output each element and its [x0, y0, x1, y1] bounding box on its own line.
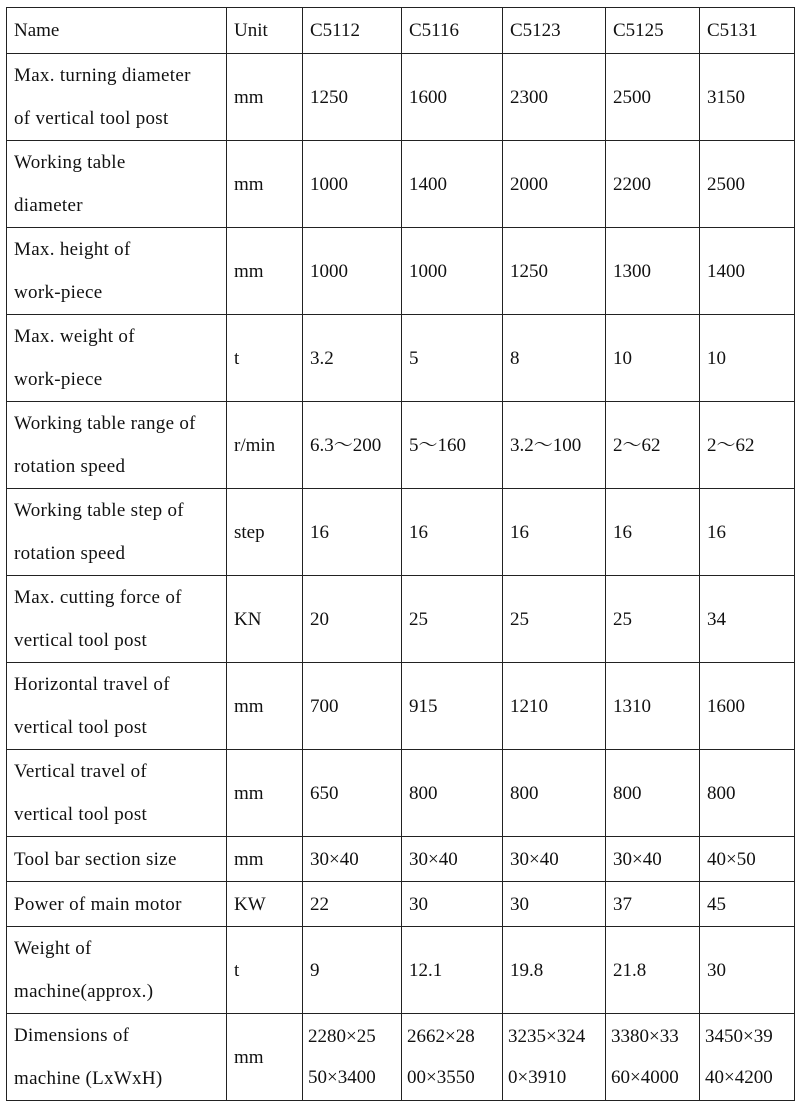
spec-name-line: Weight of — [14, 938, 92, 959]
spec-name-line: Tool bar section size — [14, 848, 177, 870]
header-unit: Unit — [227, 8, 303, 54]
table-row — [7, 315, 795, 402]
spec-name — [7, 1014, 227, 1101]
spec-value: 8 — [503, 315, 606, 402]
spec-value: 16 — [606, 489, 700, 576]
spec-name — [7, 402, 227, 489]
table-row — [7, 141, 795, 228]
spec-name-line: work-piece — [14, 369, 103, 390]
table-row — [7, 576, 795, 663]
spec-value: 1250 — [303, 54, 402, 141]
spec-name-line: vertical tool post — [14, 717, 148, 738]
spec-value: 12.1 — [402, 927, 503, 1014]
spec-value: 2500 — [606, 54, 700, 141]
table-row — [7, 228, 795, 315]
spec-unit: step — [227, 489, 303, 576]
spec-value: 2200 — [606, 141, 700, 228]
spec-value: 16 — [303, 489, 402, 576]
spec-value: 1000 — [303, 141, 402, 228]
spec-value — [606, 1014, 700, 1101]
spec-name-line: work-piece — [14, 282, 103, 303]
spec-unit: mm — [227, 141, 303, 228]
spec-value: 30 — [700, 927, 795, 1014]
spec-value: 16 — [503, 489, 606, 576]
header-model: C5112 — [303, 8, 402, 54]
spec-value — [303, 1014, 402, 1101]
header-name: Name — [7, 8, 227, 54]
spec-unit: mm — [227, 54, 303, 141]
spec-value: 25 — [606, 576, 700, 663]
spec-name-line: Working table — [14, 152, 126, 173]
table-row — [7, 882, 795, 927]
table-row — [7, 927, 795, 1014]
spec-name-line: Max. height of — [14, 239, 131, 260]
spec-name — [7, 228, 227, 315]
spec-value: 16 — [700, 489, 795, 576]
spec-name-line: vertical tool post — [14, 630, 148, 651]
spec-name-line: Working table step of — [14, 500, 184, 521]
spec-name-line: Max. weight of — [14, 326, 135, 347]
spec-value: 650 — [303, 750, 402, 837]
spec-name-line: Vertical travel of — [14, 761, 148, 782]
spec-value: 800 — [402, 750, 503, 837]
spec-value: 25 — [402, 576, 503, 663]
spec-value-line: 2280×25 — [308, 1026, 376, 1047]
table-row — [7, 489, 795, 576]
spec-unit: t — [227, 315, 303, 402]
spec-value: 10 — [700, 315, 795, 402]
spec-value: 5～160 — [402, 402, 503, 489]
spec-value: 20 — [303, 576, 402, 663]
spec-value: 1000 — [402, 228, 503, 315]
spec-name-line: diameter — [14, 195, 83, 216]
spec-name-line: machine(approx.) — [14, 981, 154, 1002]
header-row — [7, 8, 795, 54]
spec-unit: mm — [227, 663, 303, 750]
spec-value: 1600 — [402, 54, 503, 141]
spec-value: 800 — [503, 750, 606, 837]
spec-value-line: 3235×324 — [508, 1026, 586, 1047]
header-model: C5125 — [606, 8, 700, 54]
spec-value: 9 — [303, 927, 402, 1014]
spec-value: 40×50 — [700, 837, 795, 882]
spec-value: 30×40 — [606, 837, 700, 882]
spec-value: 25 — [503, 576, 606, 663]
spec-value-line: 40×4200 — [705, 1067, 773, 1088]
table-row — [7, 663, 795, 750]
spec-value: 45 — [700, 882, 795, 927]
spec-value: 3.2～100 — [503, 402, 606, 489]
spec-name-line: Horizontal travel of — [14, 674, 170, 695]
spec-name — [7, 837, 227, 882]
spec-value: 3150 — [700, 54, 795, 141]
spec-unit: mm — [227, 837, 303, 882]
spec-name — [7, 54, 227, 141]
spec-value: 2～62 — [700, 402, 795, 489]
spec-name-line: vertical tool post — [14, 804, 148, 825]
spec-unit: mm — [227, 228, 303, 315]
spec-unit: r/min — [227, 402, 303, 489]
spec-table — [6, 7, 795, 1101]
table-row — [7, 750, 795, 837]
spec-value: 1400 — [700, 228, 795, 315]
spec-name-line: rotation speed — [14, 456, 126, 477]
spec-name — [7, 489, 227, 576]
spec-value: 16 — [402, 489, 503, 576]
spec-name — [7, 663, 227, 750]
spec-name — [7, 141, 227, 228]
spec-value: 1000 — [303, 228, 402, 315]
spec-value — [402, 1014, 503, 1101]
spec-unit: KW — [227, 882, 303, 927]
spec-value: 5 — [402, 315, 503, 402]
spec-value: 1300 — [606, 228, 700, 315]
table-row — [7, 1014, 795, 1101]
spec-name — [7, 927, 227, 1014]
spec-value: 10 — [606, 315, 700, 402]
spec-value: 700 — [303, 663, 402, 750]
header-model: C5116 — [402, 8, 503, 54]
spec-name-line: Working table range of — [14, 413, 196, 434]
spec-table-body — [7, 8, 795, 1101]
spec-value: 37 — [606, 882, 700, 927]
spec-value: 1400 — [402, 141, 503, 228]
spec-value: 22 — [303, 882, 402, 927]
spec-value: 800 — [606, 750, 700, 837]
spec-value: 21.8 — [606, 927, 700, 1014]
spec-value: 800 — [700, 750, 795, 837]
header-model: C5131 — [700, 8, 795, 54]
spec-value: 34 — [700, 576, 795, 663]
spec-value: 6.3～200 — [303, 402, 402, 489]
table-row — [7, 54, 795, 141]
spec-value: 3.2 — [303, 315, 402, 402]
spec-value: 1310 — [606, 663, 700, 750]
spec-name-line: Max. cutting force of — [14, 587, 182, 608]
spec-value-line: 60×4000 — [611, 1067, 679, 1088]
spec-name-line: of vertical tool post — [14, 108, 169, 129]
spec-value: 2～62 — [606, 402, 700, 489]
spec-value: 30×40 — [503, 837, 606, 882]
spec-value: 19.8 — [503, 927, 606, 1014]
spec-value: 30 — [402, 882, 503, 927]
spec-name — [7, 315, 227, 402]
spec-name-line: Max. turning diameter — [14, 65, 191, 86]
spec-value: 30×40 — [303, 837, 402, 882]
spec-value — [700, 1014, 795, 1101]
spec-unit: mm — [227, 750, 303, 837]
spec-value: 30 — [503, 882, 606, 927]
spec-value-line: 00×3550 — [407, 1067, 475, 1088]
spec-value-line: 50×3400 — [308, 1067, 376, 1088]
spec-name — [7, 750, 227, 837]
spec-unit: mm — [227, 1014, 303, 1101]
spec-unit: KN — [227, 576, 303, 663]
spec-value: 30×40 — [402, 837, 503, 882]
spec-name — [7, 576, 227, 663]
spec-name-line: Power of main motor — [14, 893, 182, 915]
spec-value-line: 3450×39 — [705, 1026, 773, 1047]
spec-value: 1600 — [700, 663, 795, 750]
table-row — [7, 837, 795, 882]
spec-value: 1250 — [503, 228, 606, 315]
spec-value: 2500 — [700, 141, 795, 228]
spec-value-line: 0×3910 — [508, 1067, 567, 1088]
table-row — [7, 402, 795, 489]
spec-name-line: machine (LxWxH) — [14, 1068, 163, 1089]
spec-name-line: rotation speed — [14, 543, 126, 564]
spec-value-line: 2662×28 — [407, 1026, 475, 1047]
spec-value — [503, 1014, 606, 1101]
spec-value: 2300 — [503, 54, 606, 141]
spec-name-line: Dimensions of — [14, 1025, 130, 1046]
spec-name — [7, 882, 227, 927]
spec-value: 2000 — [503, 141, 606, 228]
header-model: C5123 — [503, 8, 606, 54]
spec-value-line: 3380×33 — [611, 1026, 679, 1047]
spec-unit: t — [227, 927, 303, 1014]
spec-value: 915 — [402, 663, 503, 750]
spec-value: 1210 — [503, 663, 606, 750]
